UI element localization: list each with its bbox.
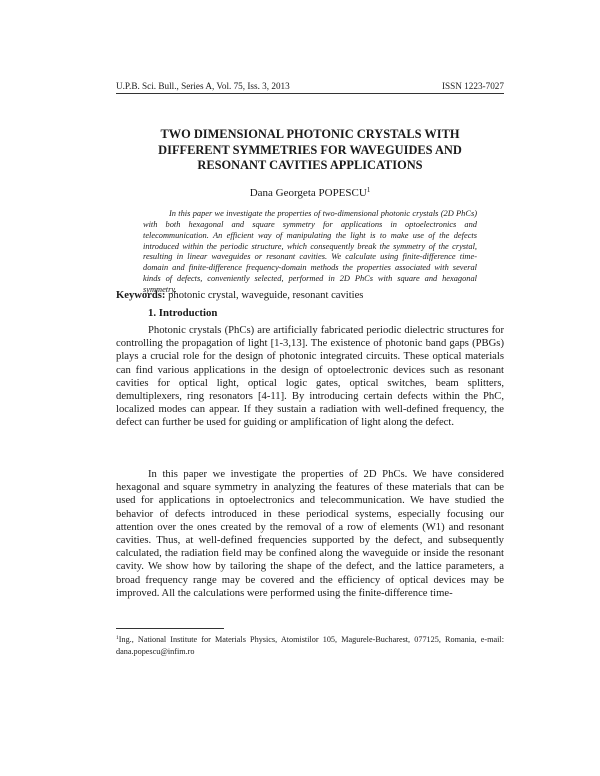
paper-title (116, 127, 504, 174)
author-name: Dana Georgeta POPESCU (249, 187, 367, 199)
body-paragraph (116, 324, 504, 430)
running-header (116, 79, 504, 93)
author-line (116, 183, 504, 200)
header-rule (116, 93, 504, 94)
footnote-mark: 1 (116, 635, 119, 641)
title-line: DIFFERENT SYMMETRIES FOR WAVEGUIDES AND (158, 142, 462, 157)
body-paragraph (116, 468, 504, 600)
author-footnote-mark: 1 (366, 186, 371, 194)
abstract-text: In this paper we investigate the properties of two-dimensional photonic crystals (2D PhCs) with both hexagonal and square symmetry for applications in optoelectronics and telecommunication. An efficient way of manipulating the light is to make use of the defects introduced within the periodic structure, which consequently break the symmetry of the crystal, resulting in linear waveguides or resonant cavities. We calculate using finite-difference time-domain and finite-difference frequency-domain methods the properties associated with several kinds of defects, conveniently selected, performed in 2D PhCs with square and hexagonal symmetry. (143, 209, 477, 294)
journal-citation: U.P.B. Sci. Bull., Series A, Vol. 75, Iss. 3, 2013 (116, 81, 290, 91)
issn-label: ISSN 1223-7027 (441, 81, 504, 91)
keywords-text: photonic crystal, waveguide, resonant cavities (168, 290, 364, 301)
abstract (143, 209, 477, 296)
paragraph-text: Photonic crystals (PhCs) are artificially fabricated periodic dielectric structures for controlling the propagation of light [1-3,13]. The existence of photonic band gaps (PBGs) plays a crucial role for the design of photonic integrated circuits. These optical materials can find various applications in the design of optoelectronic devices such as resonant cavities for optical light, optical logic gates, optical switches, beam splitters, demultiplexers, ring resonators [4-11]. By introducing certain defects within the PhC, localized modes can appear. If they sustain a radiation with well-defined frequency, the defect can further be used for guiding or amplification of light along the defect. (116, 325, 504, 429)
footnote-rule (116, 628, 224, 629)
footnote-text: Ing., National Institute for Materials Physics, Atomistilor 105, Magurele-Bucharest, 077125, Romania, e-mail: dana.popescu@infim.ro (116, 635, 504, 656)
section-heading-introduction: 1. Introduction (148, 307, 218, 319)
keywords-label: Keywords: (116, 290, 166, 301)
keywords (116, 289, 504, 302)
paragraph-text: In this paper we investigate the properties of 2D PhCs. We have considered hexagonal and square symmetry in analyzing the features of these materials that can be used for applications in optoelectronics and telecommunication. We have studied the behavior of defects introduced in these periodical systems, especially focusing our attention over the ones created by the removal of a row of elements (W1) and resonant cavities. Thus, at well-defined frequencies supported by the defect, and subsequently calculated, the radiation field may be confined along the waveguide or inside the resonant cavity. We show how by tailoring the shape of the defect, and the lattice parameters, a broad frequency range may be covered and the efficiency of optical devices may be improved. All the calculations were performed using the finite-difference time- (116, 469, 504, 599)
title-line: RESONANT CAVITIES APPLICATIONS (197, 158, 423, 172)
title-line: TWO DIMENSIONAL PHOTONIC CRYSTALS WITH (160, 127, 460, 141)
footnote (116, 632, 504, 658)
